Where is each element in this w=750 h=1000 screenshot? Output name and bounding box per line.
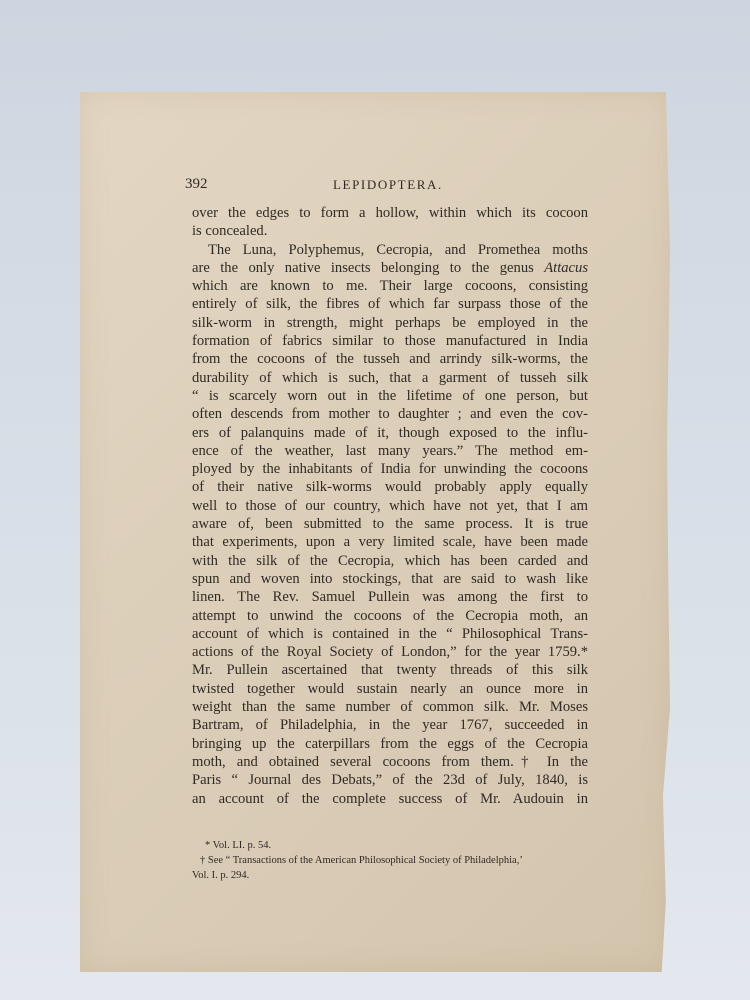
text-line: that experiments, upon a very limited scale, have been made: [192, 534, 588, 551]
text-line: moth, and obtained several cocoons from them.† In the: [192, 753, 588, 770]
text-line: account of which is contained in the “ Philosophical Trans-: [192, 625, 588, 642]
text-line: actions of the Royal Society of London,” for the year 1759.*: [192, 644, 588, 661]
text-line: aware of, been submitted to the same process. It is true: [192, 516, 588, 533]
page-number: 392: [185, 176, 208, 192]
text-line: well to those of our country, which have not yet, that I am: [192, 497, 588, 514]
text-line: Paris “ Journal des Debats,” of the 23d of July, 1840, is: [192, 772, 588, 789]
text-line: ence of the weather, last many years.” The method em-: [192, 442, 588, 459]
text-line: an account of the complete success of Mr. Audouin in: [192, 790, 588, 807]
text-line: formation of fabrics similar to those manufactured in India: [192, 333, 588, 350]
text-line: linen. The Rev. Samuel Pullein was among the first to: [192, 589, 588, 606]
text-line: is concealed.: [192, 223, 268, 240]
text-line: bringing up the caterpillars from the eggs of the Cecropia: [192, 735, 588, 752]
text-line: durability of which is such, that a garment of tusseh silk: [192, 369, 588, 386]
text-line: ers of palanquins made of it, though exposed to the influ-: [192, 424, 588, 441]
text-line: Bartram, of Philadelphia, in the year 1767, succeeded in: [192, 717, 588, 734]
text-line: often descends from mother to daughter ; and even the cov-: [192, 406, 588, 423]
text-line: are the only native insects belonging to the genus Attacus: [192, 259, 588, 276]
footnote: * Vol. LI. p. 54.: [205, 840, 272, 851]
footnotes: [192, 838, 600, 883]
footnote: † See “ Transactions of the American Philosophical Society of Philadelphia,’: [200, 855, 523, 866]
text-line: over the edges to form a hollow, within which its cocoon: [192, 205, 588, 221]
text-line: The Luna, Polyphemus, Cecropia, and Promethea moths: [208, 241, 588, 258]
genus-name: Attacus: [544, 259, 588, 276]
running-head: LEPIDOPTERA.: [333, 177, 443, 192]
text-line: “ is scarcely worn out in the lifetime of one person, but: [192, 387, 588, 404]
text-line: with the silk of the Cecropia, which has been carded and: [192, 552, 588, 569]
text-line: weight than the same number of common silk. Mr. Moses: [192, 699, 588, 716]
text-line: Mr. Pullein ascertained that twenty threads of this silk: [192, 662, 588, 679]
text-line: silk-worm in strength, might perhaps be employed in the: [192, 314, 588, 331]
body-text: [192, 204, 588, 808]
text-line: entirely of silk, the fibres of which far surpass those of the: [192, 296, 588, 313]
text-line: spun and woven into stockings, that are said to wash like: [192, 570, 588, 587]
text-line: attempt to unwind the cocoons of the Cecropia moth, an: [192, 607, 588, 624]
page-header: [185, 176, 585, 196]
text-line: ployed by the inhabitants of India for unwinding the cocoons: [192, 461, 588, 478]
text-line: twisted together would sustain nearly an ounce more in: [192, 680, 588, 697]
text-line: which are known to me. Their large cocoons, consisting: [192, 278, 588, 295]
footnote: Vol. I. p. 294.: [192, 870, 250, 881]
text-line: from the cocoons of the tusseh and arrindy silk-worms, the: [192, 351, 588, 368]
text-line: of their native silk-worms would probably apply equally: [192, 479, 588, 496]
